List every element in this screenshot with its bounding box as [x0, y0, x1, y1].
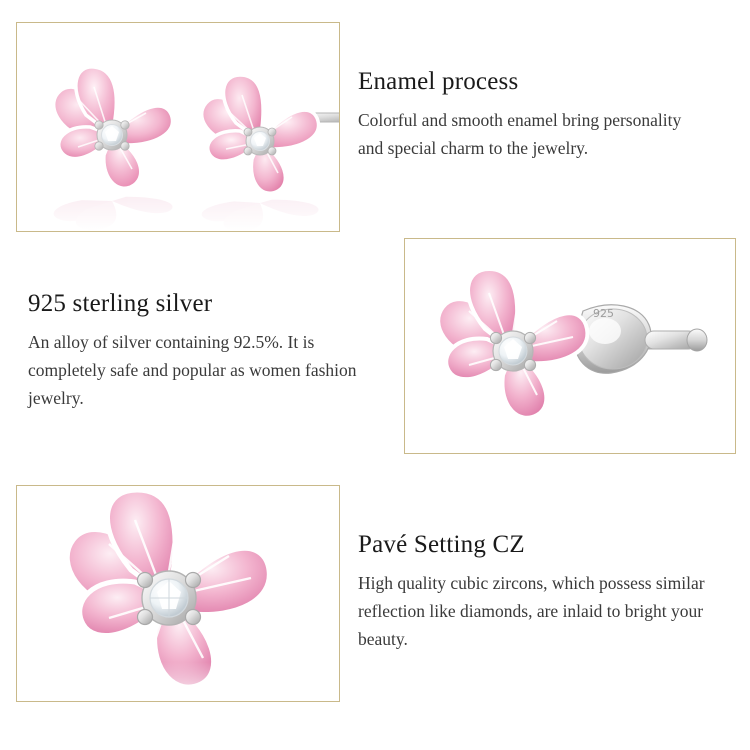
heading-sterling-silver: 925 sterling silver [28, 290, 213, 317]
image-closeup-flower-earring-cz-stone [16, 485, 340, 702]
text-enamel-process [358, 68, 706, 162]
flower-pair-illustration [17, 23, 339, 231]
image-single-flower-earring-with-silver-post [404, 238, 736, 454]
body-pave-setting-cz: High quality cubic zircons, which possess similar reflection like diamonds, are inlaid to bright your beauty. [358, 572, 705, 650]
body-sterling-silver: An alloy of silver containing 92.5%. It is completely safe and popular as women fashion jewelry. [28, 331, 357, 409]
body-enamel-process: Colorful and smooth enamel bring personality and special charm to the jewelry. [358, 109, 682, 158]
heading-enamel-process: Enamel process [358, 68, 519, 95]
silver-stamp-925: 925 [593, 307, 614, 320]
heading-pave-setting-cz: Pavé Setting CZ [358, 531, 525, 558]
text-pave-setting-cz [358, 531, 718, 654]
image-pink-enamel-flower-earrings-pair [16, 22, 340, 232]
single-earring-illustration [405, 239, 735, 453]
closeup-flower-illustration [17, 486, 339, 701]
text-sterling-silver [28, 290, 373, 413]
